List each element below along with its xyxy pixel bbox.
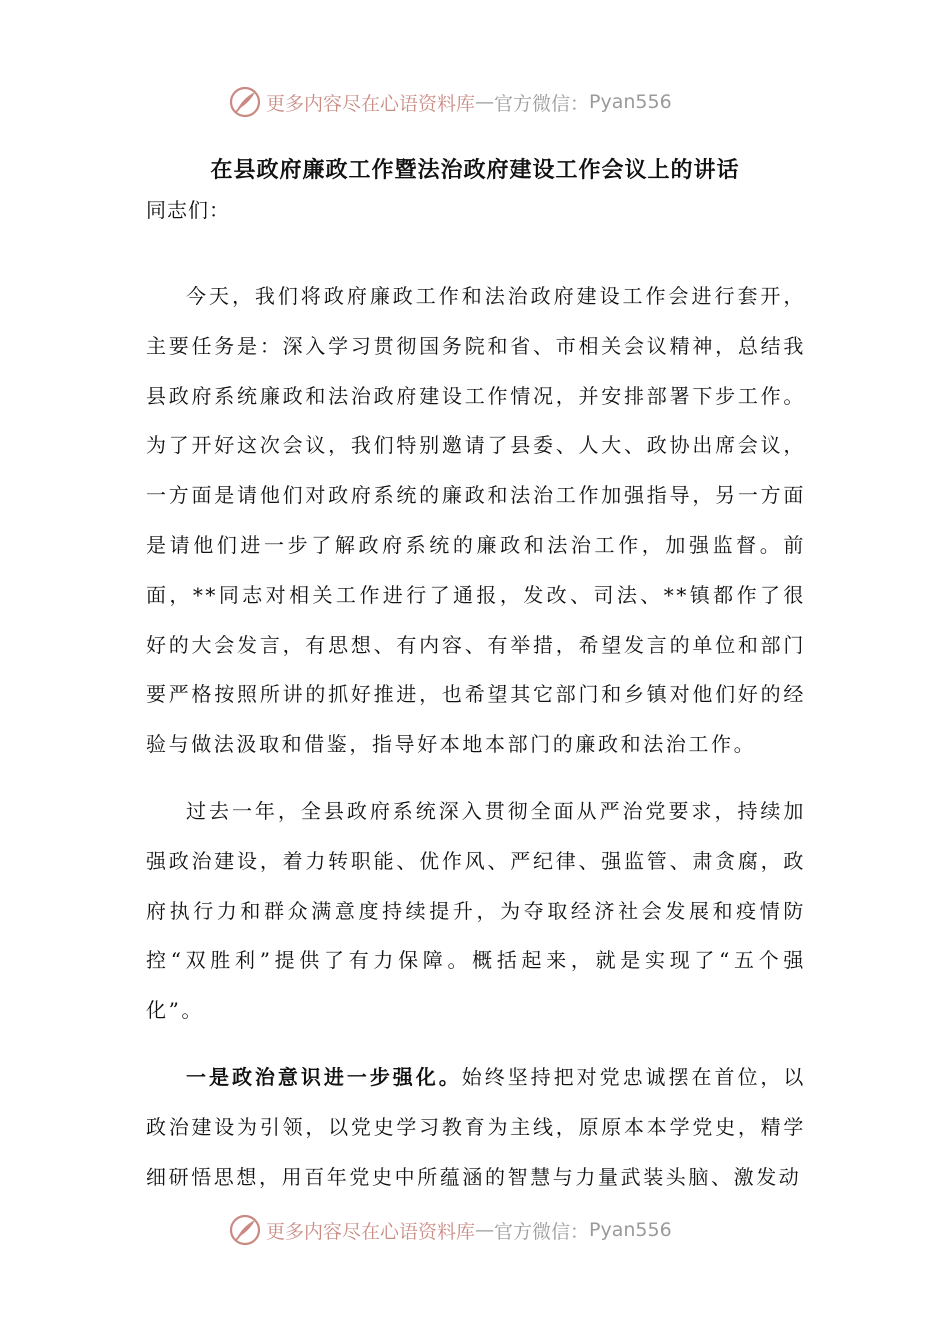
- point-one-heading: 一是政治意识进一步强化。: [186, 1064, 462, 1089]
- salutation: 同志们：: [146, 198, 230, 222]
- watermark-footer: [228, 1212, 672, 1248]
- watermark-text-id: Pyan556: [589, 91, 672, 113]
- quill-logo-icon: [228, 1213, 262, 1247]
- point-one-text: 始终坚持把对党忠诚摆在首位，以政治建设为引领，以党史学习教育为主线，原原本本学党史，精学细研悟思想，用百年党史中所蕴涵的智慧与力量武装头脑、激发动: [146, 1064, 807, 1189]
- watermark-text-primary: 更多内容尽在心语资料库: [266, 1220, 476, 1243]
- paragraph-intro: 今天，我们将政府廉政工作和法治政府建设工作会进行套开，主要任务是：深入学习贯彻国务院和省、市相关会议精神，总结我县政府系统廉政和法治政府建设工作情况，并安排部署下步工作。为了开好这次会议，我们特别邀请了县委、人大、政协出席会议，一方面是请他们对政府系统的廉政和法治工作加强指导，另一方面是请他们进一步了解政府系统的廉政和法治工作，加强监督。前面，**同志对相关工作进行了通报，发改、司法、**镇都作了很好的大会发言，有思想、有内容、有举措，希望发言的单位和部门要严格按照所讲的抓好推进，也希望其它部门和乡镇对他们好的经验与做法汲取和借鉴，指导好本地本部门的廉政和法治工作。: [146, 284, 806, 757]
- watermark-text-wechat: 官方微信：: [494, 92, 590, 115]
- watermark-dash: —: [475, 1219, 495, 1241]
- watermark-text-primary: 更多内容尽在心语资料库: [266, 92, 476, 115]
- paragraph-review: 过去一年，全县政府系统深入贯彻全面从严治党要求，持续加强政治建设，着力转职能、优作风、严纪律、强监管、肃贪腐，政府执行力和群众满意度持续提升，为夺取经济社会发展和疫情防控“双胜利”提供了有力保障。概括起来，就是实现了“五个强化”。: [146, 798, 806, 1023]
- quill-logo-icon: [228, 85, 262, 119]
- watermark-text-id: Pyan556: [589, 1219, 672, 1241]
- document-body: [146, 272, 806, 1219]
- watermark-text-wechat: 官方微信：: [494, 1220, 590, 1243]
- watermark-header: [228, 84, 672, 120]
- paragraph-point-one: [146, 1053, 806, 1202]
- document-title: 在县政府廉政工作暨法治政府建设工作会议上的讲话: [210, 157, 740, 183]
- watermark-dash: —: [475, 91, 495, 113]
